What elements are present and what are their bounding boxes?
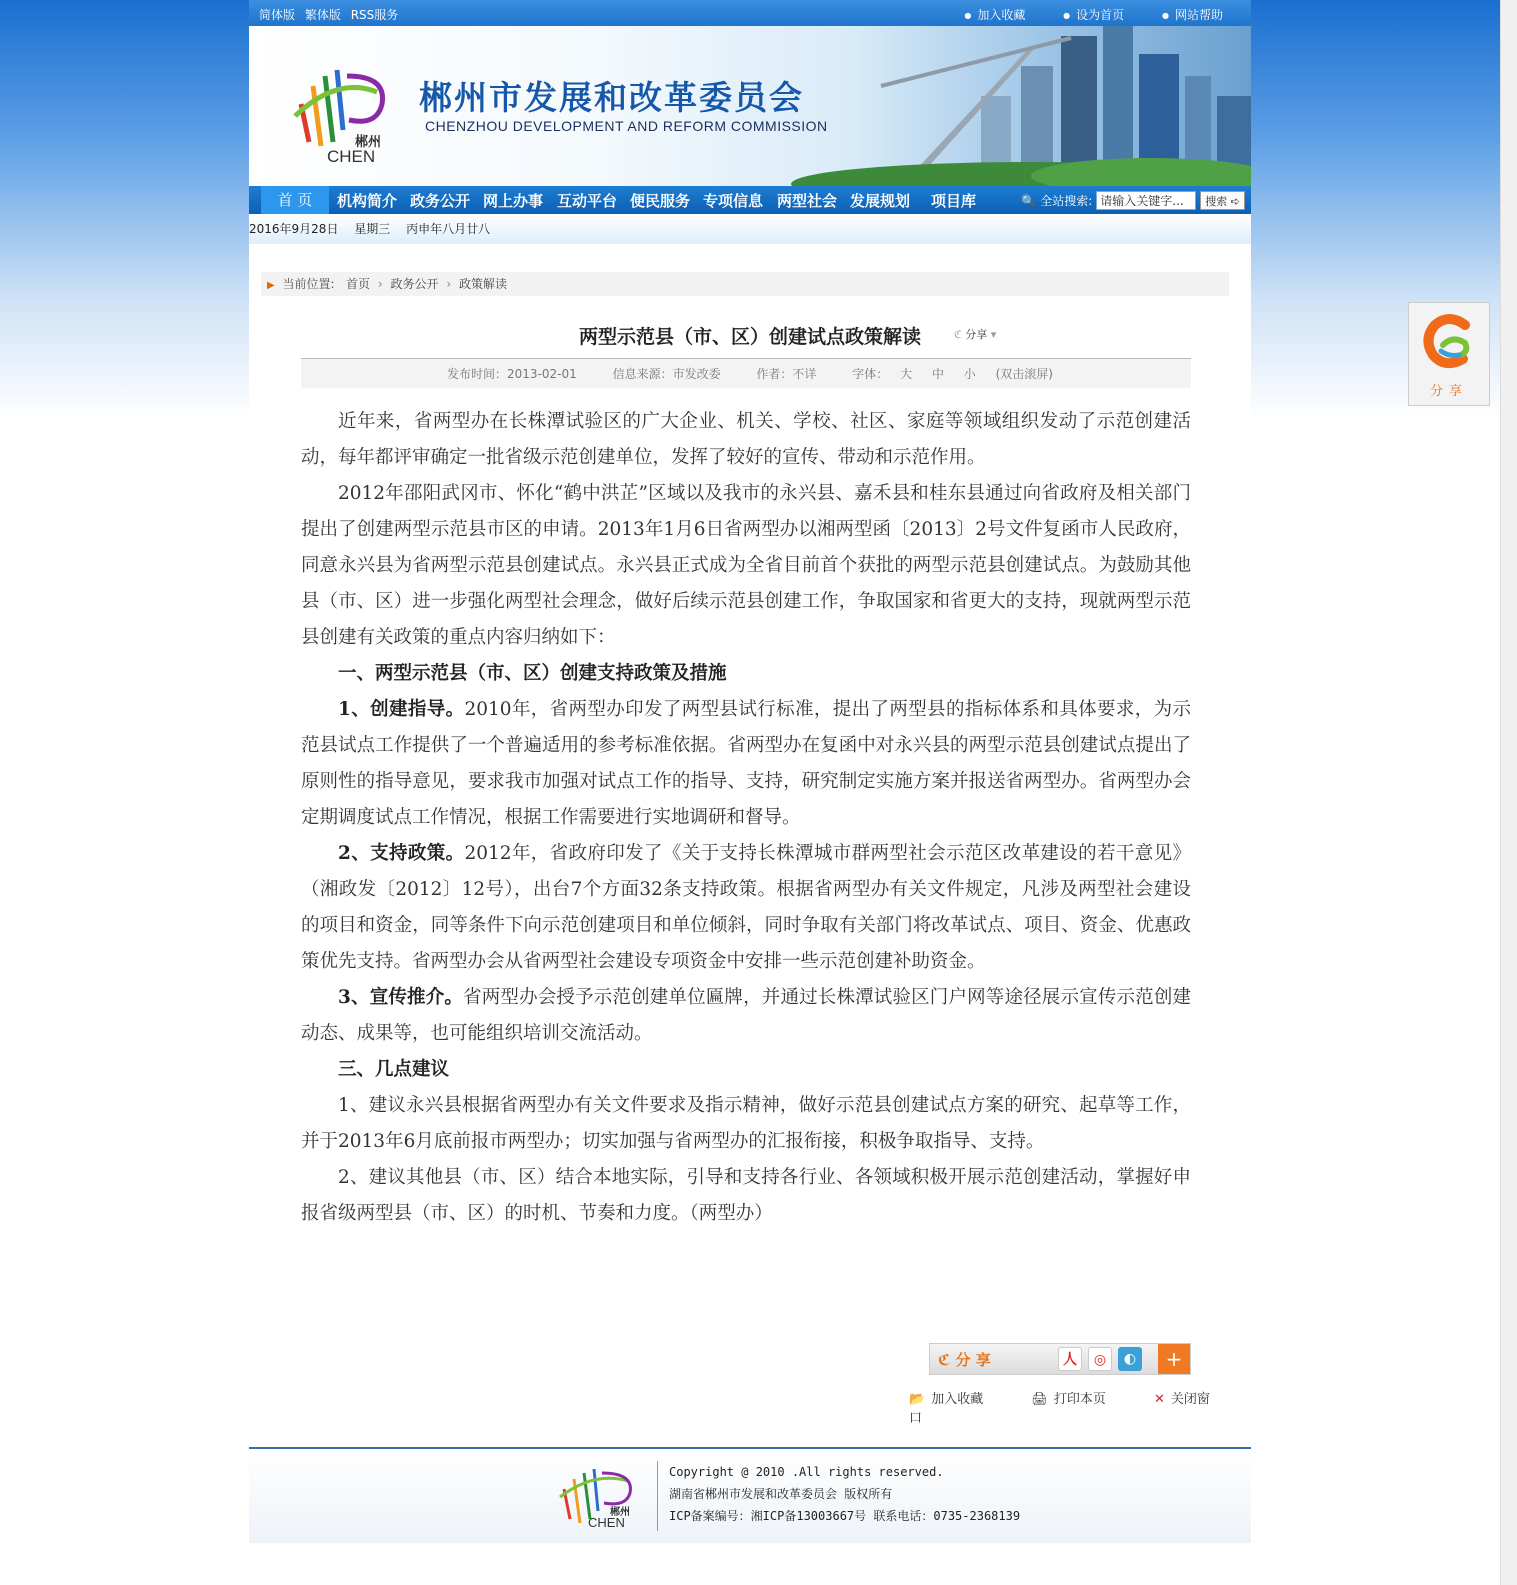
scroll-hint: (双击滚屏)	[995, 367, 1053, 381]
link-site-help[interactable]: ● 网站帮助	[1162, 8, 1223, 22]
share-dropdown[interactable]	[954, 326, 996, 342]
nav-org-intro[interactable]: 机构简介	[337, 192, 398, 210]
font-small-button[interactable]: 小	[963, 367, 976, 381]
nav-online-service[interactable]: 网上办事	[483, 192, 544, 210]
breadcrumb-policy-reading[interactable]: 政策解读	[459, 277, 508, 291]
subsection-body: 2010年，省两型办印发了两型县试行标准，提出了两型县的指标体系和具体要求，为示范县试点工作提供了一个普遍适用的参考标准依据。省两型办在复函中对永兴县的两型示范县创建试点提出了原则性的指导意见，要求我市加强对试点工作的指导、支持，研究制定实施方案并报送省两型办。省两型办会定期调度试点工作情况，根据工作需要进行实地调研和督导。	[301, 699, 1191, 828]
weibo-share-icon[interactable]: ◎	[1088, 1347, 1112, 1371]
page-container	[249, 0, 1251, 1585]
breadcrumb-separator-icon: ›	[377, 277, 383, 291]
subsection-head: 2、支持政策。	[338, 843, 465, 864]
font-size-label: 字体：	[852, 367, 889, 381]
share-mini-label: 分享	[965, 328, 988, 341]
top-link-bar	[249, 0, 1251, 26]
font-medium-button[interactable]: 中	[931, 367, 944, 381]
share-logo-icon: ℭ	[938, 1351, 951, 1369]
info-source: 信息来源：市发改委	[612, 367, 721, 381]
site-subtitle: CHENZHOU DEVELOPMENT AND REFORM COMMISSION	[425, 118, 828, 134]
share-logo-icon	[1419, 311, 1479, 373]
renren-share-icon[interactable]: 人	[1058, 1347, 1082, 1371]
floating-share-button[interactable]	[1408, 302, 1490, 406]
nav-dev-planning[interactable]: 发展规划	[850, 192, 911, 210]
print-page-button[interactable]: 🖨 打印本页	[1031, 1392, 1106, 1407]
search-input[interactable]	[1096, 191, 1196, 210]
link-simplified[interactable]: 简体版	[259, 8, 296, 22]
font-large-button[interactable]: 大	[900, 367, 913, 381]
article-meta	[301, 358, 1191, 388]
link-rss[interactable]: RSS服务	[350, 8, 399, 22]
footer-logo-text-en: CHEN	[588, 1515, 625, 1529]
breadcrumb-arrow-icon: ▶	[267, 280, 275, 291]
site-title: 郴州市发展和改革委员会	[419, 78, 804, 117]
nav-two-type-society[interactable]: 两型社会	[777, 192, 838, 210]
nav-project-db[interactable]: 项目库	[931, 192, 977, 210]
author: 作者：不详	[756, 367, 817, 381]
section-heading	[301, 656, 1191, 692]
chevron-down-icon: ▾	[990, 328, 997, 341]
breadcrumb-separator-icon: ›	[446, 277, 452, 291]
site-banner	[249, 26, 1251, 186]
paragraph	[301, 692, 1191, 836]
subsection-head: 1、创建指导。	[338, 699, 465, 720]
close-icon: ✕	[1154, 1392, 1165, 1407]
subsection-head: 3、宣传推介。	[338, 987, 464, 1008]
link-add-favorite[interactable]: ● 加入收藏	[964, 8, 1025, 22]
add-favorite-button[interactable]: 📂 加入收藏	[909, 1392, 984, 1407]
logo-text-en: CHEN	[327, 147, 376, 166]
breadcrumb-home[interactable]: 首页	[346, 277, 371, 291]
site-footer	[249, 1447, 1251, 1543]
nav-interaction[interactable]: 互动平台	[557, 192, 618, 210]
main-nav	[249, 186, 1251, 214]
weekday-text: 星期三	[354, 222, 391, 236]
date-bar	[249, 214, 1251, 244]
icp-text: ICP备案编号：湘ICP备13003667号 联系电话：0735-2368139	[669, 1509, 1021, 1523]
link-set-homepage[interactable]: ● 设为首页	[1063, 8, 1124, 22]
search-button-label: 搜索	[1205, 194, 1228, 208]
paragraph	[301, 836, 1191, 980]
article-title: 两型示范县（市、区）创建试点政策解读	[578, 326, 921, 348]
section-heading	[301, 1052, 1191, 1088]
share-bar	[929, 1343, 1191, 1375]
publish-date: 发布时间：2013-02-01	[446, 367, 577, 381]
article-body	[301, 404, 1191, 1232]
share-bar-label: ℭ 分 享	[938, 1351, 991, 1369]
paragraph: 2、建议其他县（市、区）结合本地实际，引导和支持各行业、各领域积极开展示范创建活动，掌握好申报省级两型县（市、区）的时机、节奏和力度。（两型办）	[301, 1167, 1191, 1224]
nav-gov-open[interactable]: 政务公开	[410, 192, 471, 210]
breadcrumb-gov-open[interactable]: 政务公开	[390, 277, 439, 291]
favorite-icon: 📂	[909, 1392, 926, 1407]
floating-share-label: 分享	[1429, 384, 1468, 399]
nav-special-info[interactable]: 专项信息	[703, 192, 764, 210]
logo-text-cn: 郴州	[355, 135, 382, 150]
link-traditional[interactable]: 繁体版	[304, 8, 341, 22]
site-logo[interactable]	[287, 46, 397, 166]
date-text: 2016年9月28日	[249, 222, 339, 236]
paragraph: 2012年邵阳武冈市、怀化“鹤中洪芷”区域以及我市的永兴县、嘉禾县和桂东县通过向省政府及相关部门提出了创建两型示范县市区的申请。2013年1月6日省两型办以湘两型函〔2013〕2号文件复函市人民政府，同意永兴县为省两型示范县创建试点。永兴县正式成为全省目前首个获批的两型示范县创建试点。为鼓励其他县（市、区）进一步强化两型社会理念，做好后续示范县创建工作，争取国家和省更大的支持，现就两型示范县创建有关政策的重点内容归纳如下：	[301, 483, 1191, 648]
page-tools	[909, 1388, 1251, 1426]
window-scrollbar[interactable]	[1500, 0, 1517, 1585]
footer-logo-text-cn: 郴州	[610, 1507, 630, 1518]
subsection-body: 省两型办会授予示范创建单位匾牌，并通过长株潭试验区门户网等途径展示宣传示范创建动态、成果等，也可能组织培训交流活动。	[301, 987, 1191, 1044]
footer-divider	[657, 1461, 658, 1531]
search-label: 全站搜索:	[1040, 194, 1093, 208]
close-window-button[interactable]: ✕ 关闭窗口	[909, 1392, 1210, 1426]
paragraph	[301, 980, 1191, 1052]
print-icon: 🖨	[1031, 1392, 1048, 1407]
copyright-text: Copyright @ 2010 .All rights reserved.	[669, 1465, 944, 1479]
section-heading-text: 三、几点建议	[338, 1059, 450, 1080]
owner-text: 湖南省郴州市发展和改革委员会 版权所有	[669, 1487, 893, 1501]
city-skyline-image	[731, 26, 1251, 186]
share-mini-icon: ℭ	[954, 328, 962, 341]
subsection-body: 2012年，省政府印发了《关于支持长株潭城市群两型社会示范区改革建设的若干意见》（湘政发〔2012〕12号），出台7个方面32条支持政策。根据省两型办有关文件规定，凡涉及两型社会建设的项目和资金，同等条件下向示范创建项目和单位倾斜，同时争取有关部门将改革试点、项目、资金、优惠政策优先支持。省两型办会从省两型社会建设专项资金中安排一些示范创建补助资金。	[301, 843, 1191, 972]
footer-text	[669, 1461, 1020, 1527]
section-heading-text: 一、两型示范县（市、区）创建支持政策及措施	[338, 663, 727, 684]
lunar-date-text: 丙申年八月廿八	[406, 222, 491, 236]
search-button[interactable]: 搜索 ➪	[1200, 191, 1245, 210]
tencent-share-icon[interactable]: ◐	[1118, 1347, 1142, 1371]
paragraph: 1、建议永兴县根据省两型办有关文件要求及指示精神，做好示范县创建试点方案的研究、起草等工作，并于2013年6月底前报市两型办；切实加强与省两型办的汇报衔接，积极争取指导、支持。	[301, 1095, 1191, 1152]
paragraph: 近年来，省两型办在长株潭试验区的广大企业、机关、学校、社区、家庭等领域组织发动了示范创建活动，每年都评审确定一批省级示范创建单位，发挥了较好的宣传、带动和示范作用。	[301, 411, 1191, 468]
breadcrumb-label: 当前位置:	[282, 277, 335, 291]
more-share-button[interactable]: +	[1158, 1344, 1190, 1374]
nav-public-service[interactable]: 便民服务	[630, 192, 691, 210]
site-search	[1021, 191, 1245, 210]
footer-logo	[554, 1459, 644, 1529]
breadcrumb	[261, 272, 1229, 296]
nav-home[interactable]: 首 页	[261, 186, 329, 214]
search-icon: 🔍	[1021, 193, 1037, 208]
